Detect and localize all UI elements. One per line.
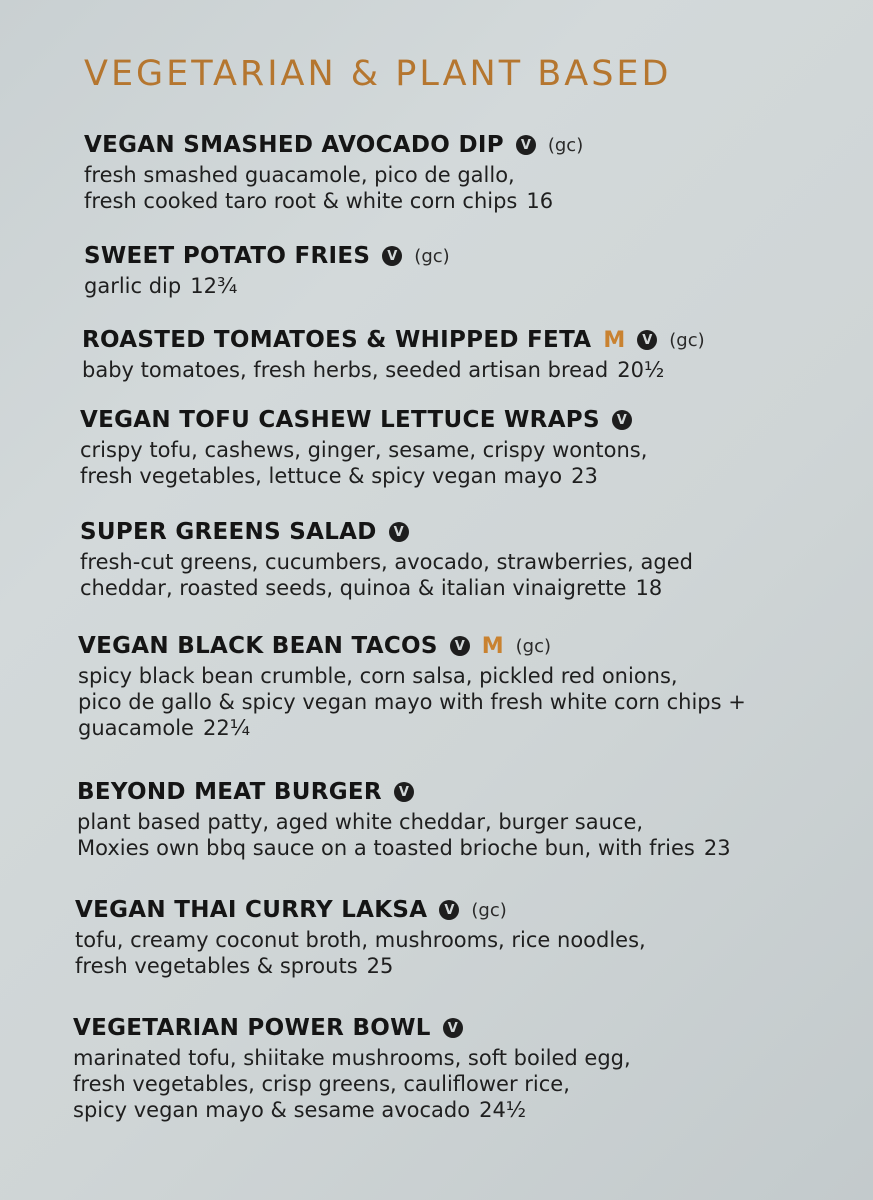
menu-item-vegan-tofu-cashew-lettuce-wraps	[80, 403, 647, 489]
item-description: marinated tofu, shiitake mushrooms, soft boiled egg,	[73, 1046, 631, 1070]
item-description-with-price	[84, 188, 583, 214]
item-name: SUPER GREENS SALAD	[80, 519, 377, 545]
item-price: 16	[526, 189, 554, 213]
menu-item-sweet-potato-fries	[84, 239, 450, 299]
menu-item-beyond-meat-burger	[77, 775, 731, 861]
item-name: VEGAN TOFU CASHEW LETTUCE WRAPS	[80, 407, 600, 433]
item-description: guacamole	[78, 716, 194, 740]
item-description-with-price	[78, 715, 746, 741]
item-description: garlic dip	[84, 274, 182, 298]
m-badge: M	[481, 633, 504, 659]
vegan-icon: V	[382, 246, 402, 266]
item-price: 23	[703, 836, 731, 860]
item-description: fresh vegetables & sprouts	[75, 954, 358, 978]
item-price: 20½	[617, 358, 665, 382]
item-description: crispy tofu, cashews, ginger, sesame, crispy wontons,	[80, 438, 648, 462]
item-price: 22¼	[202, 716, 251, 740]
item-description-with-price	[80, 463, 647, 489]
gluten-conscious-tag: (gc)	[471, 899, 507, 921]
menu-item-super-greens-salad	[80, 515, 693, 601]
vegan-icon: V	[389, 522, 409, 542]
menu-item-vegan-smashed-avocado-dip	[84, 128, 583, 214]
item-description-with-price	[73, 1097, 631, 1123]
item-description: spicy black bean crumble, corn salsa, pickled red onions,	[78, 664, 678, 688]
item-name: BEYOND MEAT BURGER	[77, 779, 382, 805]
menu-item-vegan-black-bean-tacos	[78, 629, 746, 741]
section-title: VEGETARIAN & PLANT BASED	[84, 54, 672, 94]
item-price: 25	[366, 954, 394, 978]
vegan-icon: V	[394, 782, 414, 802]
item-description: fresh cooked taro root & white corn chips	[84, 189, 518, 213]
item-description: cheddar, roasted seeds, quinoa & italian vinaigrette	[80, 576, 627, 600]
vegan-icon: V	[443, 1018, 463, 1038]
item-description: fresh vegetables, crisp greens, cauliflower rice,	[73, 1072, 570, 1096]
gluten-conscious-tag: (gc)	[414, 245, 450, 267]
m-badge: M	[603, 327, 626, 353]
item-description: fresh smashed guacamole, pico de gallo,	[84, 163, 515, 187]
gluten-conscious-tag: (gc)	[669, 329, 705, 351]
item-description: fresh vegetables, lettuce & spicy vegan mayo	[80, 464, 563, 488]
item-description-with-price	[84, 273, 450, 299]
vegan-icon: V	[612, 410, 632, 430]
item-description-with-price	[77, 835, 731, 861]
item-description: tofu, creamy coconut broth, mushrooms, rice noodles,	[75, 928, 646, 952]
gluten-conscious-tag: (gc)	[515, 635, 552, 657]
item-price: 18	[635, 576, 663, 600]
item-description: fresh-cut greens, cucumbers, avocado, strawberries, aged	[80, 550, 693, 574]
item-name: VEGAN THAI CURRY LAKSA	[75, 897, 428, 923]
item-description: pico de gallo & spicy vegan mayo with fresh white corn chips +	[78, 690, 746, 714]
item-price: 23	[571, 464, 598, 488]
item-price: 24½	[479, 1098, 527, 1122]
item-description: Moxies own bbq sauce on a toasted brioche bun, with fries	[77, 836, 695, 860]
vegan-icon: V	[637, 330, 657, 350]
item-name: SWEET POTATO FRIES	[84, 243, 371, 269]
menu-item-vegetarian-power-bowl	[73, 1011, 631, 1123]
vegan-icon: V	[516, 135, 536, 155]
item-name: VEGETARIAN POWER BOWL	[73, 1015, 431, 1041]
item-description-with-price	[75, 953, 646, 979]
item-description: plant based patty, aged white cheddar, burger sauce,	[77, 810, 644, 834]
menu-item-roasted-tomatoes-whipped-feta	[82, 323, 705, 383]
item-price: 12¾	[190, 274, 238, 298]
item-description: baby tomatoes, fresh herbs, seeded artisan bread	[82, 358, 609, 382]
vegan-icon: V	[450, 636, 470, 656]
item-name: VEGAN BLACK BEAN TACOS	[78, 633, 438, 659]
item-description: spicy vegan mayo & sesame avocado	[73, 1098, 471, 1122]
item-name: ROASTED TOMATOES & WHIPPED FETA	[82, 327, 592, 353]
gluten-conscious-tag: (gc)	[547, 134, 584, 156]
menu-item-vegan-thai-curry-laksa	[75, 893, 646, 979]
item-description-with-price	[82, 357, 705, 383]
item-name: VEGAN SMASHED AVOCADO DIP	[84, 132, 504, 158]
vegan-icon: V	[439, 900, 459, 920]
item-description-with-price	[80, 575, 693, 601]
